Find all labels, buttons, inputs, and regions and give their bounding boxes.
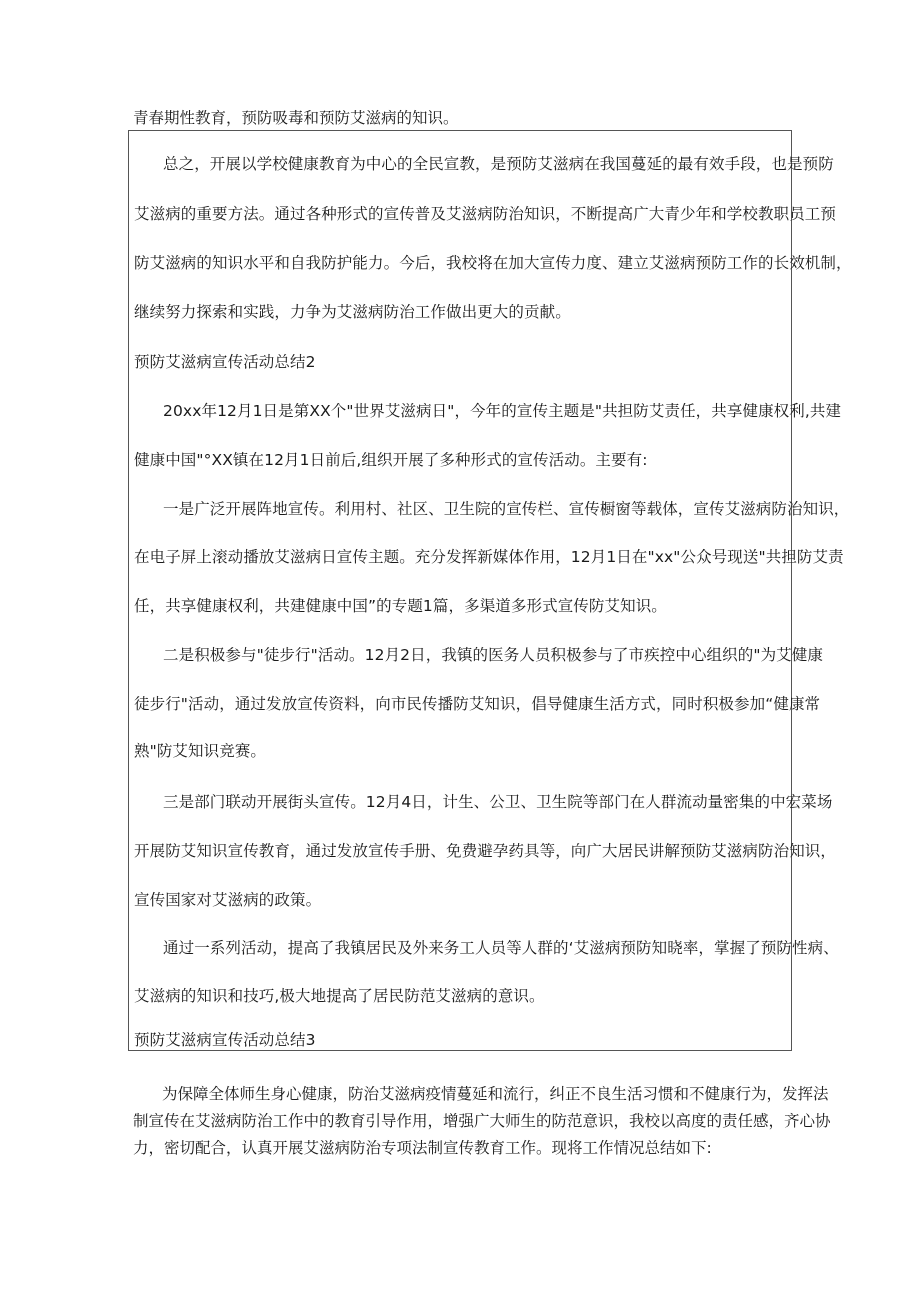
summary-line-2: 艾滋病的重要方法。通过各种形式的宣传普及艾滋病防治知识，不断提高广大青少年和学校教职员工预: [134, 205, 837, 223]
summary-line-4: 继续努力探索和实践，力争为艾滋病防治工作做出更大的贡献。: [134, 303, 571, 321]
item1-line-2: 在电子屏上滚动播放艾滋病日宣传主题。充分发挥新媒体作用，12月1日在"xx"公众号现送"共担防艾责: [134, 548, 844, 566]
intro-line-1: 20xx年12月1日是第XX个"世界艾滋病日"，今年的宣传主题是"共担防艾责任，共享健康权利,共建: [163, 402, 842, 420]
item3-line-3: 宣传国家对艾滋病的政策。: [134, 891, 322, 909]
item1-line-1: 一是广泛开展阵地宣传。利用村、社区、卫生院的宣传栏、宣传橱窗等载体，宣传艾滋病防治知识，: [163, 500, 850, 518]
item3-line-1: 三是部门联动开展街头宣传。12月4日，计生、公卫、卫生院等部门在人群流动量密集的中宏菜场: [163, 793, 833, 811]
conclusion-line-1: 通过一系列活动，提高了我镇居民及外来务工人员等人群的‘艾滋病预防知晓率，掌握了预防性病、: [163, 939, 839, 957]
intro-line-2: 健康中国"°XX镇在12月1日前后,组织开展了多种形式的宣传活动。主要有:: [134, 451, 648, 469]
bordered-text-frame: [128, 130, 852, 1051]
section-heading-2: 预防艾滋病宣传活动总结2: [134, 353, 316, 371]
conclusion-line-2: 艾滋病的知识和技巧,极大地提高了居民防范艾滋病的意识。: [134, 987, 545, 1005]
bottom-line-1: 为保障全体师生身心健康，防治艾滋病疫情蔓延和流行，纠正不良生活习惯和不健康行为，发挥法: [162, 1085, 829, 1103]
item2-line-1: 二是积极参与"徒步行"活动。12月2日，我镇的医务人员积极参与了市疾控中心组织的"为艾健康: [163, 646, 823, 664]
bottom-paragraph: [133, 1081, 831, 1162]
summary-line-3: 防艾滋病的知识水平和自我防护能力。今后，我校将在加大宣传力度、建立艾滋病预防工作的长效机制，: [134, 254, 852, 272]
item2-line-2: 徒步行"活动，通过发放宣传资料，向市民传播防艾知识，倡导健康生活方式，同时积极参加“健康常: [134, 695, 821, 713]
continuation-text: 青春期性教育，预防吸毒和预防艾滋病的知识。: [133, 109, 459, 127]
bottom-line-3: 力，密切配合，认真开展艾滋病防治专项法制宣传教育工作。现将工作情况总结如下:: [133, 1139, 712, 1157]
item3-line-2: 开展防艾知识宣传教育，通过发放宣传手册、免费避孕药具等，向广大居民讲解预防艾滋病防治知识，: [134, 842, 837, 860]
item1-line-3: 任，共享健康权利，共建健康中国”的专题1篇，多渠道多形式宣传防艾知识。: [134, 597, 667, 615]
bottom-line-2: 制宣传在艾滋病防治工作中的教育引导作用，增强广大师生的防范意识，我校以高度的责任感，齐心协: [133, 1112, 831, 1130]
item2-line-3: 熟"防艾知识竞赛。: [134, 742, 267, 760]
section-heading-3: 预防艾滋病宣传活动总结3: [134, 1031, 316, 1049]
summary-line-1: 总之，开展以学校健康教育为中心的全民宣教，是预防艾滋病在我国蔓延的最有效手段，也是预防: [163, 155, 834, 173]
